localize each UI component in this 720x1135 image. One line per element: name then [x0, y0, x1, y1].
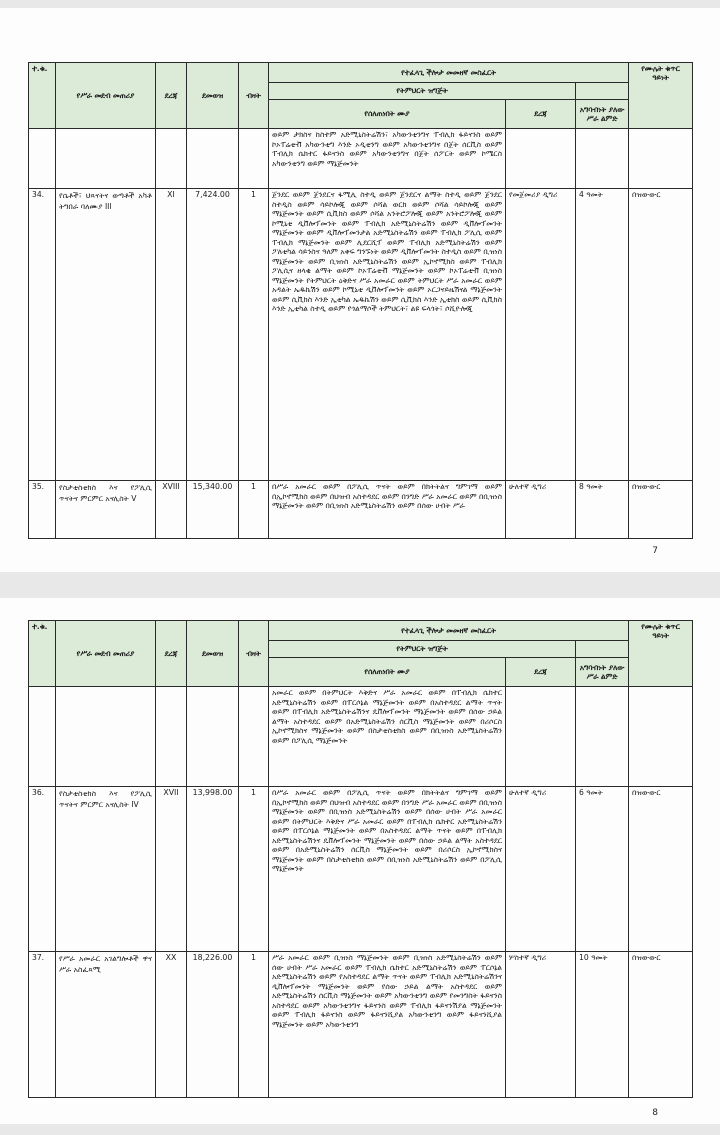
cell-empty — [29, 129, 56, 189]
cell-empty — [506, 129, 576, 189]
cell-fill-type: በዝውውር — [629, 787, 693, 952]
cell-position-title: የስታቲስቲክስ እና የፖሊሲ ጥናትና ምርምር አናሊስት V — [56, 481, 156, 539]
cell-experience: 6 ዓመት — [576, 787, 629, 952]
cell-quantity: 1 — [239, 189, 269, 481]
cell-edu-grade: ሦስተኛ ዲግሪ — [506, 952, 576, 1098]
col-header-position: የሥራ መደብ መጠሪያ — [56, 63, 156, 129]
cell-experience: 8 ዓመት — [576, 481, 629, 539]
col-header-edu-grade: ደረጃ — [506, 658, 576, 687]
col-header-edu-grade: ደረጃ — [506, 100, 576, 129]
col-header-fill-type: የሙሌት ቁጥር ዓይነት — [629, 621, 693, 687]
cell-empty — [156, 129, 187, 189]
cell-position-title: የሥራ አመራር አገልግሎቶች ዋና ሥራ አስፈጻሚ — [56, 952, 156, 1098]
cell-salary: 13,998.00 — [187, 787, 239, 952]
col-header-grade: ደረጃ — [156, 621, 187, 687]
cell-empty — [239, 687, 269, 787]
cell-edu-grade: ሁለተኛ ዲግሪ — [506, 481, 576, 539]
col-header-grade: ደረጃ — [156, 63, 187, 129]
col-header-experience: አግባብነት ያለው ሥራ ልምድ — [576, 100, 629, 129]
cell-quantity: 1 — [239, 787, 269, 952]
page-number: 8 — [652, 1108, 658, 1118]
cell-grade: XX — [156, 952, 187, 1098]
page-gap — [0, 572, 720, 598]
col-header-empty — [576, 83, 629, 100]
col-header-position: የሥራ መደብ መጠሪያ — [56, 621, 156, 687]
page-number: 7 — [652, 546, 658, 556]
cell-empty — [576, 687, 629, 787]
table-row-36 — [29, 787, 693, 952]
cell-position-title: የስታቲስቲክስ እና የፖሊሲ ጥናትና ምርምር አናሊስት IV — [56, 787, 156, 952]
col-header-quantity: ብዛት — [239, 621, 269, 687]
col-header-serial: ተ.ቁ. — [29, 63, 56, 129]
table-row-37 — [29, 952, 693, 1098]
col-header-education: የትምህርት ዝግጅት — [269, 83, 576, 100]
cell-serial: 34. — [29, 189, 56, 481]
cell-empty — [156, 687, 187, 787]
vacancy-table-page-8 — [28, 620, 693, 1098]
carryover-row — [29, 687, 693, 787]
cell-experience: 10 ዓመት — [576, 952, 629, 1098]
cell-edu-grade: የመጀመሪያ ዲግሪ — [506, 189, 576, 481]
col-header-criteria: የተፈላጊ ችሎታ መመዘኛ መስፈርት — [269, 63, 629, 83]
col-header-fill-type: የሙሌት ቁጥር ዓይነት — [629, 63, 693, 129]
cell-salary: 15,340.00 — [187, 481, 239, 539]
cell-experience: 4 ዓመት — [576, 189, 629, 481]
cell-field-of-study: በሥራ አመራር ወይም በፖሊሲ ጥናት ወይም በክትትልና ግምገማ ወይም በኢኮኖሚክስ ወይም በህዝብ አስተዳደር ወይም በንግድ ሥራ አመራር ወይም በቢዝነስ ማኔጅመንት ወይም በቢዝነስ አድሚኒስትሬሽን ወይም በሰው ሀብት ሥራ አመራር ወይም በትምህርት እቅድና ሥራ አመራር ወይም በፐብሊክ ሴክተር አድሚኒስትሬሽን ወይም በፐርሶኔል ማኔጅመንት ወይም በአስተዳደር ልማት ጥናት ወይም በፐብሊክ አድሚኒስትሬሽንና ዴቨሎፕመንት ማኔጅመንት ወይም በሰው ኃይል ልማት አስተዳደር ወይም በአድሚኒስትሬሽን ሰርቪስ ማኔጅመንት ወይም በሪሶርስ ኢኮኖሚክስና ማኔጅመንት ወይም በስታቲስቲክስ ወይም በቢዝነስ አድሚኒስትሬሽን ወይም በፖሊሲ ማኔጅመንት — [269, 787, 506, 952]
document-page-8 — [0, 598, 720, 1124]
cell-quantity: 1 — [239, 481, 269, 539]
cell-fill-type: በዝውውር — [629, 952, 693, 1098]
cell-field-of-study: በሥራ አመራር ወይም በፖሊሲ ጥናት ወይም በክትትልና ግምገማ ወይም በኢኮኖሚክስ ወይም በህዝብ አስተዳደር ወይም በንግድ ሥራ አመራር ወይም በቢዝነስ ማኔጅመንት ወይም በቢዝነስ አድሚኒስትሬሽን ወይም በሰው ሀብት ሥራ — [269, 481, 506, 539]
cell-empty — [56, 129, 156, 189]
cell-edu-grade: ሁለተኛ ዲግሪ — [506, 787, 576, 952]
cell-serial: 35. — [29, 481, 56, 539]
cell-position-title: የሴቶች፣ ህጻናትና ወጣቶች አካቶ ትግበራ ባለሙያ III — [56, 189, 156, 481]
cell-empty — [629, 687, 693, 787]
cell-empty — [187, 687, 239, 787]
col-header-field: የሰለጠነበት ሙያ — [269, 100, 506, 129]
col-header-salary: ደመወዝ — [187, 63, 239, 129]
carryover-row — [29, 129, 693, 189]
cell-empty — [629, 129, 693, 189]
cell-serial: 37. — [29, 952, 56, 1098]
table-row-34 — [29, 189, 693, 481]
cell-salary: 18,226.00 — [187, 952, 239, 1098]
cell-empty — [187, 129, 239, 189]
cell-salary: 7,424.00 — [187, 189, 239, 481]
col-header-criteria: የተፈላጊ ችሎታ መመዘኛ መስፈርት — [269, 621, 629, 641]
cell-serial: 36. — [29, 787, 56, 952]
col-header-salary: ደመወዝ — [187, 621, 239, 687]
cell-fill-type: በዝውውር — [629, 481, 693, 539]
col-header-education: የትምህርት ዝግጅት — [269, 641, 576, 658]
cell-empty — [29, 687, 56, 787]
viewer-margin-bottom — [0, 1124, 720, 1135]
table-row-35 — [29, 481, 693, 539]
col-header-field: የሰለጠነበት ሙያ — [269, 658, 506, 687]
cell-field-carryover: አመራር ወይም በትምህርት እቅድና ሥራ አመራር ወይም በፐብሊክ ሴክተር አድሚኒስትሬሽን ወይም በፐርሶኔል ማኔጅመንት ወይም በአስተዳደር ልማት ጥናት ወይም በፐብሊክ አድሚኒስትሬሽንና ዴቨሎፕመንት ማኔጅመንት ወይም በሰው ኃይል ልማት አስተዳደር ወይም በአድሚኒስትሬሽን ሰርቪስ ማኔጅመንት ወይም በሪሶርስ ኢኮኖሚክስና ማኔጅመንት ወይም በስታቲስቲክስ ወይም በቢዝነስ አድሚኒስትሬሽን ወይም በፖሊሲ ማኔጅመንት — [269, 687, 506, 787]
cell-grade: XVII — [156, 787, 187, 952]
cell-field-of-study: ጀንደር ወይም ጀንደርና ፋሚሊ ስተዲ ወይም ጀንደርና ልማት ስተዲ ወይም ጀንደር ስተዲስ ወይም ሳይኮሎጂ ወይም ሶሻል ወርክ ወይም ሶሻል ሳይኮሎጂ ወይም ማኔጅመንት ወይም ሲቪክስ ወይም ሶሻል አንትሮፖሎጂ ወይም አንትሮፖሎጂ ወይም ኮሚኒቲ ዲቨሎፕመንት ወይም ፐብሊክ አድሚኒስትሬሽን ወይም ዲቨሎፕመንት ማኔጅመንት ወይም ዲቨሎፕመንታል አድሚኒስትሬሽን ወይም ፐብሊክ ፖሊሲ ወይም ፐብሊክ ማኔጅመንት ወይም ሊደርሺፕ ወይም ፐብሊክ አድሚኒስትሬሽን ወይም ፖለቲካል ሳይንስና ዓለም አቀፍ ግንኙነት ወይም ዲቨሎፕመንት ስተዲስ ወይም ቢዝነስ ማኔጅመንት ወይም ቢዝነስ አድሚኒስትሬሽን ወይም ኢኮኖሚክስ ወይም ፐብሊክ ፖሊሲና ዘላቂ ልማት ወይም ኮኦፐሬቲቭ ማኔጅመንት ወይም ኮኦፐሬቲቭ ቢዝነስ ማኔጅመንት የትምህርት ዕቅድና ሥራ አመራር ወይም ትምህርት ሥራ አመራር ወይም አዳልት ኤዱኬሽን ወይም ኮሚኒቲ ዲቨሎፕመንት ወይም ኦርጋናይዜሽናል ማኔጅመንት ወይም ሲቪክስ እንድ ኢቲካል ኤዱኬሽን ወይም ሲቪክስ እንድ ኢቲክስ ወይም ሲቪክስ እንድ ኢቲካል ስተዲ ወይም የጎልማሶች ትምህርት፣ ልዩ ፍላጎት፣ ሶሺዮሎጂ — [269, 189, 506, 481]
cell-fill-type: በዝውውር — [629, 189, 693, 481]
col-header-empty — [576, 641, 629, 658]
col-header-serial: ተ.ቁ. — [29, 621, 56, 687]
cell-empty — [56, 687, 156, 787]
document-page-7 — [0, 8, 720, 572]
cell-field-carryover: ወይም ታክስና ከስተም አድሚኒስትሬሽን፣ አካውንቲንግና ፐብሊክ ፋይናንስ ወይም ኮኦፐሬቲቭ አካውንቲግ እንድ ኦዲቲንግ ወይም አካውንቲንግና በጀት ሰርቪስ ወይም ፐብሊክ ሴክተር ፋይናንስ ወይም አካውንቲንግና በጀት ሰፖርት ወይም ኮሜርስ አካውንቲንግ ወይም ማኔጅመንት — [269, 129, 506, 189]
cell-field-of-study: ሥራ አመራር ወይም ቢዝነስ ማኔጅመንት ወይም ቢዝነስ አድሚኒስትሬሽን ወይም ሰው ሀብት ሥራ አመራር ወይም ፐብሊክ ሴክተር አድሚኒስትሬሽን ወይም ፐርሶኔል አድሚኒስትሬሽን ወይም የአስተዳደር ልማት ጥናት ወይም ፐብሊክ አድሚኒስትሬሽንና ዲቨሎፕመንት ማኔጅመንት ወይም የሰው ኃይል ልማት አስተዳደር ወይም አድሚኒስትሬሽን ሰርቪስ ማኔጅመንት ወይም አካውንቲንግ ወይም የመንግስት ፋይናንስ አስተዳደር ወይም አካውንቲንግና ፋይናንስ ወይም ፐብሊክ ፋይናንሽያል ማኔጅመንት ወይም ፐብሊክ ፋይናንስ ወይም ፋይናንሺያል አካውንቲንግ ወይም ፋይናንሺያል ማኔጅመንት ወይም አካውንቲንግ — [269, 952, 506, 1098]
viewer-margin-top — [0, 0, 720, 8]
cell-grade: XVIII — [156, 481, 187, 539]
cell-quantity: 1 — [239, 952, 269, 1098]
col-header-quantity: ብዛት — [239, 63, 269, 129]
cell-empty — [506, 687, 576, 787]
col-header-experience: አግባብነት ያለው ሥራ ልምድ — [576, 658, 629, 687]
vacancy-table-page-7 — [28, 62, 693, 539]
cell-empty — [576, 129, 629, 189]
cell-grade: XI — [156, 189, 187, 481]
cell-empty — [239, 129, 269, 189]
